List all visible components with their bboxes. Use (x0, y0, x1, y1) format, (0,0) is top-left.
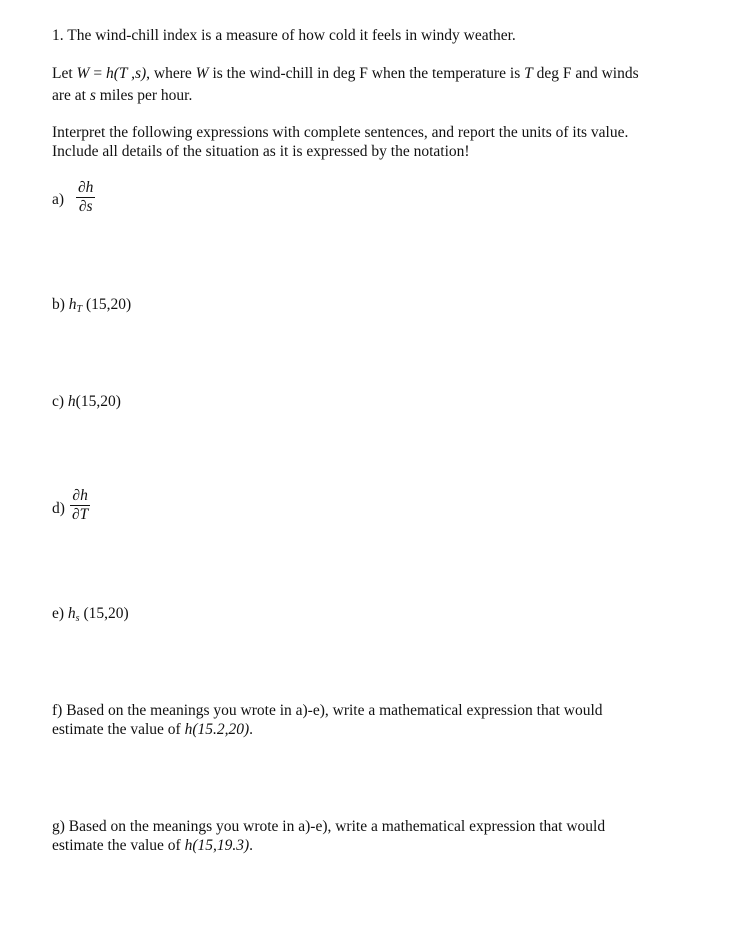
fraction-dh-ds (76, 180, 95, 215)
definition-line-1: Let W = h(T ,s), where W is the wind-chill in deg F when the temperature is T deg F and winds (52, 65, 639, 82)
part-c-label: c) (52, 393, 65, 410)
part-c (52, 392, 121, 411)
fraction-denominator: ∂s (78, 198, 93, 215)
fraction-numerator: ∂h (72, 487, 88, 504)
subscript-t: T (76, 304, 83, 315)
part-b-label: b) (52, 296, 65, 313)
part-g-line-2: estimate the value of h(15,19.3). (52, 837, 254, 854)
arguments: (15,20) (75, 393, 121, 410)
function-h: h (67, 393, 76, 410)
var-t: T (524, 65, 533, 82)
expression: h(15.2,20) (184, 721, 250, 738)
question-intro-text: The wind-chill index is a measure of how cold it feels in windy weather. (67, 27, 516, 44)
part-e (52, 604, 129, 623)
question-intro (52, 26, 516, 45)
part-g-label: g) (52, 818, 65, 835)
var-w-2: W (195, 65, 209, 82)
function-h: h (67, 605, 76, 622)
part-g (52, 817, 605, 855)
part-f-label: f) (52, 702, 63, 719)
part-g-line-1: g) Based on the meanings you wrote in a)-e), write a mathematical expression that would (52, 818, 606, 835)
fraction-denominator: ∂T (72, 506, 89, 523)
part-a-label: a) (52, 191, 65, 208)
part-e-label: e) (52, 605, 65, 622)
instructions-line-1: Interpret the following expressions with complete sentences, and report the units of its value. (52, 124, 629, 141)
part-d-label: d) (52, 500, 65, 517)
function-h-T-s: h(T ,s) (105, 65, 147, 82)
function-h: h (68, 296, 77, 313)
var-w: W (76, 65, 90, 82)
arguments: (15,20) (82, 296, 132, 313)
part-f (52, 701, 603, 739)
part-f-line-1: f) Based on the meanings you wrote in a)-e), write a mathematical expression that would (52, 702, 603, 719)
fraction-numerator: ∂h (78, 179, 94, 196)
instructions-line-2: Include all details of the situation as it is expressed by the notation! (52, 143, 470, 160)
part-b (52, 295, 131, 314)
var-s: s (89, 87, 96, 104)
question-number: 1. (52, 27, 64, 44)
part-f-line-2: estimate the value of h(15.2,20). (52, 721, 254, 738)
expression: h(15,19.3) (184, 837, 250, 854)
definition-line-2: are at s miles per hour. (52, 87, 193, 104)
fraction-dh-dT (70, 488, 90, 523)
arguments: (15,20) (79, 605, 129, 622)
subscript-s: s (75, 613, 80, 624)
